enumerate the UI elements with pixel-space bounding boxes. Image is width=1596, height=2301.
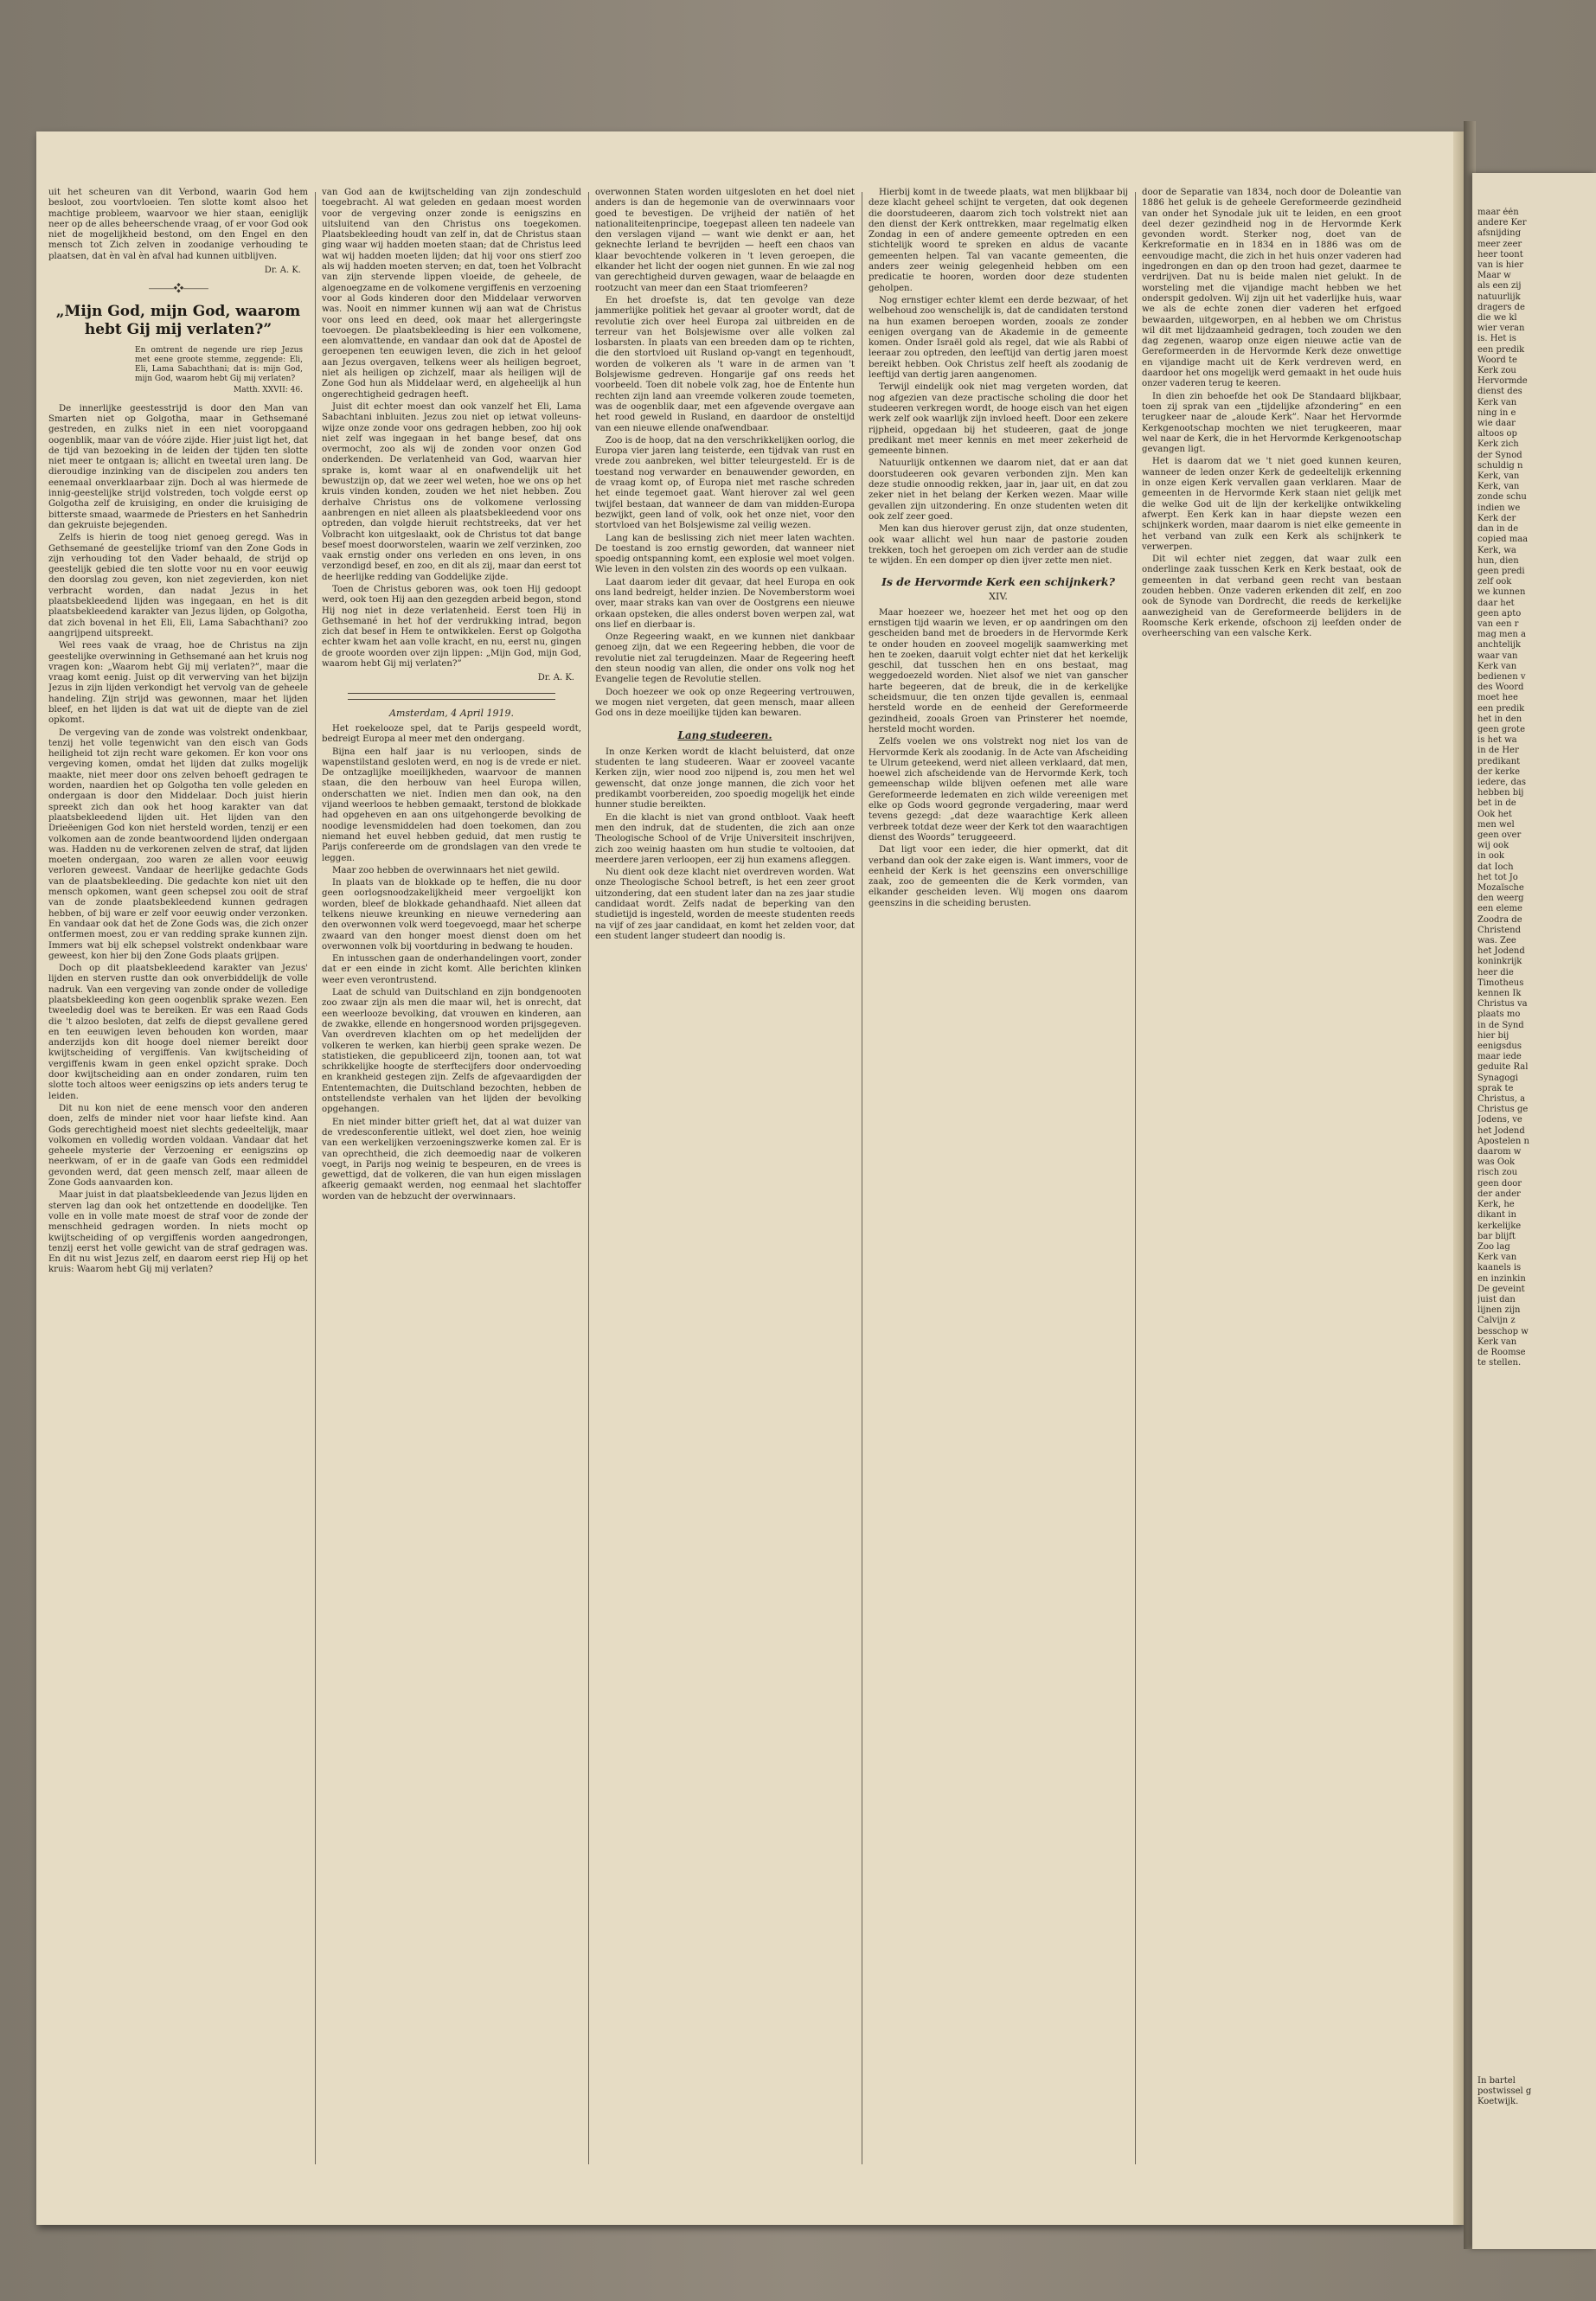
text-line: we kunnen bbox=[1477, 587, 1526, 598]
paragraph: Hierbij komt in de tweede plaats, wat men blijkbaar bij deze klacht geheel schijnt te vergeten, dat ook degenen die doorstudeeren, daarom zich toch volstrekt niet aan den dienst der Kerk onttrekken, maar regelmatig elken Zondag in een of andere gemeente optreden en een stichtelijk woord te spreken en aldus de vacante gemeenten helpen. Tal van vacante gemeenten, die anders zeer weinig gelegenheid hebben om een predicatie te hooren, worden door deze studenten geholpen. bbox=[869, 188, 1128, 293]
article-motto bbox=[135, 346, 303, 395]
paragraph: En intusschen gaan de onderhandelingen voort, zonder dat er een einde in zicht komt. Alle berichten klinken weer even verontrustend. bbox=[322, 954, 581, 985]
section-title-hervormde-kerk: Is de Hervormde Kerk een schijnkerk? bbox=[881, 575, 1115, 589]
paragraph: Wel rees vaak de vraag, hoe de Christus na zijn geestelijke overwinning in Gethsemané aan het kruis nog vragen kon: „Waarom hebt Gij mij verlaten?”, maar die vraag komt eenig. Juist op dit verwerving van het bijzijn Jezus in zijn lijden verkondigt het vervolg van de geheele handeling. Zijn strijd was gewonnen, maar het lijden bleef, en het lijden is dat wat uit de diepte van de ziel opkomt. bbox=[48, 641, 308, 726]
section-title-lang-studeeren: Lang studeeren. bbox=[677, 728, 772, 741]
ornament-divider: ⸻❖⸻ bbox=[148, 282, 208, 295]
text-line: geen grote bbox=[1477, 724, 1525, 734]
text-line: Kerk zich bbox=[1477, 439, 1519, 450]
paragraph: Dit wil echter niet zeggen, dat waar zulk een onderlinge zaak tusschen Kerk en Kerk bestaat, ook de gemeenten in dat verband geen recht van bestaan zouden hebben. Onze vaderen erkenden dit zelf, en zoo ook de Synode van Dordrecht, die reeds de kerkelijke aanwezigheid van de Gereformeerde belijders in de Roomsche Kerk erkende, ofschoon zij leefden onder de overheersching van een valsche Kerk. bbox=[1142, 554, 1401, 639]
paragraph: Natuurlijk ontkennen we daarom niet, dat er aan dat doorstudeeren ook gevaren verbonden zijn. Men kan deze studie onnoodig rekken, jaar in, jaar uit, en dat zou zeker niet in het belang der Kerken wezen. Maar wille gevallen zijn uitzondering. En onze studenten weten dit ook zelf zeer goed. bbox=[869, 458, 1128, 522]
text-line: sprak te bbox=[1477, 1083, 1514, 1093]
paragraph: Nu dient ook deze klacht niet overdreven worden. Wat onze Theologische School betreft, is het een zeer groot uitzondering, dat een student later dan na zes jaar studie candidaat wordt. Zelfs nadat de beperking van den studietijd is ingesteld, worden de meeste studenten reeds na vijf of zes jaar candidaat, en komt het zelden voor, dat een student langer studeert dan noodig is. bbox=[595, 868, 855, 941]
text-line: natuurlijk bbox=[1477, 292, 1521, 302]
text-line: maar één bbox=[1477, 208, 1519, 217]
divider-rule bbox=[348, 693, 555, 694]
paragraph: Onze Regeering waakt, en we kunnen niet dankbaar genoeg zijn, dat we een Regeering hebben, die voor de revolutie niet zal terugdeinzen. Maar de Regeering heeft den steun noodig van allen, die onder ons volk nog het Evangelie tegen de Revolutie stellen. bbox=[595, 632, 855, 685]
section-body bbox=[869, 608, 1128, 909]
adjacent-page-bottom bbox=[1477, 2076, 1592, 2108]
paragraph: Dat ligt voor een ieder, die hier opmerkt, dat dit verband dan ook der zake eigen is. Want immers, voor de eenheid der Kerk is het geenszins een onverschillige zaak, zoo de gemeenten die de Kerk vormden, van elkander gescheiden leven. Wij mogen ons daarom geenszins in die scheiding berusten. bbox=[869, 845, 1128, 908]
text-line: geen door bbox=[1477, 1178, 1522, 1189]
text-line: koninkrijk bbox=[1477, 957, 1522, 967]
paragraph: Bijna een half jaar is nu verloopen, sinds de wapenstilstand gesloten werd, en nog is de vrede er niet. De ontzaglijke moeilijkheden, waarvoor de mannen staan, die den herbouw van heel Europa willen, onderschatten we niet. Indien men dan ook, na den vijand weerloos te hebben gemaakt, terstond de blokkade had opgeheven en aan ons uitgehongerde bevolking de noodige levensmiddelen had doen toekomen, dan zou niemand het euvel hebben geduid, dat men rustig te Parijs confereerde om de grondslagen van den vrede te leggen. bbox=[322, 747, 581, 863]
text-line: Jodens, ve bbox=[1477, 1115, 1522, 1125]
paragraph: Men kan dus hierover gerust zijn, dat onze studenten, ook waar allicht wel hun naar de pastorie zouden trekken, toch het geroepen om zich verder aan de studie te wijden. En een domper op dien ijver zette men niet. bbox=[869, 524, 1128, 567]
text-line: geduite Ral bbox=[1477, 1062, 1529, 1073]
text-line: den weerg bbox=[1477, 894, 1524, 904]
paragraph: Maar hoezeer we, hoezeer het met het oog op den ernstigen tijd waarin we leven, er op aandringen om den gescheiden band met de broeders in de Hervormde Kerk te onder houden en zooveel mogelijk saamwerking met hen te zoeken, daaruit volgt echter niet dat het kerkelijk geschil, dat tusschen hen en ons bestaat, mag weggedoezeld worden. Niet alsof we niet van ganscher harte begeeren, dat de breuk, die in de kerkelijke scheidsmuur, die ten onzen tijde gevallen is, eenmaal hersteld worde en de eenheid der Gereformeerde gezindheid, zooals Groen van Prinsterer het noemde, hersteld mocht worden. bbox=[869, 607, 1128, 734]
text-line: Hervormde bbox=[1477, 376, 1528, 387]
text-line: het in den bbox=[1477, 714, 1522, 724]
divider-rule bbox=[348, 699, 555, 700]
text-line: des Woord bbox=[1477, 683, 1524, 693]
paragraph: Maar juist in dat plaatsbekleedende van Jezus lijden en sterven lag dan ook het ontzettende en doodelijke. Ten volle en in volle mate moest de straf voor de zonde der menschheid gedragen worden. In niets mocht op kwijtscheiding of op vergiffenis worden aangedrongen, tenzij eerst het volle gewicht van de straf gedragen was. En dit nu wist Jezus zelf, en daarom eerst riep Hij op het kruis: Waarom hebt Gij mij verlaten? bbox=[48, 1190, 308, 1275]
text-line: is. Het is bbox=[1477, 334, 1516, 344]
text-line: copied maa bbox=[1477, 535, 1529, 545]
paragraph: Het roekelooze spel, dat te Parijs gespeeld wordt, bedreigt Europa al meer met den ondergang. bbox=[322, 723, 581, 745]
text-line: Kerk, van bbox=[1477, 482, 1520, 492]
section-number: XIV. bbox=[989, 591, 1008, 603]
text-line: zelf ook bbox=[1477, 577, 1512, 587]
text-line: ning in e bbox=[1477, 407, 1516, 418]
text-line: was. Zee bbox=[1477, 936, 1516, 946]
text-line: bedienen v bbox=[1477, 671, 1526, 682]
text-line: en inzinkin bbox=[1477, 1273, 1526, 1284]
column-3 bbox=[595, 188, 855, 2212]
text-line: geen predi bbox=[1477, 566, 1525, 576]
text-line: geen apto bbox=[1477, 608, 1522, 619]
paragraph: Zoo is de hoop, dat na den verschrikkelijken oorlog, die Europa vier jaren lang teisterde, een tijdvak van rust en vrede zou aanbreken, wel bitter teleurgesteld. Er is de toestand nog verwarder en benauwender geworden, en de vraag komt op, of Europa niet met rasche schreden het einde tegemoet gaat. Want hierover zal wel geen twijfel bestaan, dat wanneer de dam van midden-Europa bezwijkt, geen land of volk, ook het onze niet, voor den stortvloed van het Bolsjewisme zal veilig wezen. bbox=[595, 435, 855, 531]
paragraph: De vergeving van de zonde was volstrekt ondenkbaar, tenzij het volle tegenwicht van den eisch van Gods heiligheid tot zijn recht ware gekomen. Er kon voor ons vergeving komen, omdat het lijden dat zulks mogelijk maakte, niet meer door ons zelven behoeft gedragen te worden, naardien het op Golgotha ten volle geleden en ondergaan is door den Middelaar. Doch juist hierin spreekt zich dan ook het hoog karakter van dat plaatsbekleedend lijden uit. Het lijden van den Drieëenigen God kon niet hersteld worden, tenzij er een volkomen aan de zonde beantwoordend lijden ondergaan was. Hadden nu de verkorenen zelven de straf, dat lijden moeten ondergaan, zoo waren ze allen voor eeuwig verloren geweest. Vandaar de heerlijke gedachte Gods van de plaatsbekleeding. Die gedachte kon niet uit den mensch opkomen, want geen schepsel zou ooit de straf van de zonde plaatsbekleedend kunnen gedragen hebben, of bij ware er zelf voor eeuwig onder verzonken. En vandaar ook dat het de Zone Gods was, die zich onzer ontfermen moest, zou er van redding sprake kunnen zijn. Immers wat bij elk schepsel volstrekt ondenkbaar ware geweest, kon hier bij den Zone Gods plaats grijpen. bbox=[48, 727, 308, 961]
text-line: wier veran bbox=[1477, 324, 1525, 334]
section-body bbox=[595, 747, 855, 942]
column-1 bbox=[48, 188, 308, 2212]
paragraph: Terwijl eindelijk ook niet mag vergeten worden, dat nog afgezien van deze practische scholing die door het studeeren verkregen wordt, de hooge eisch van het eigen werk zelf ook waarlijk zijn invloed heeft. Door een zekere rijpheid, opgedaan bij het studeeren, gaat de jonge predikant met meer kennis en met meer zekerheid de gemeente binnen. bbox=[869, 382, 1128, 457]
text-line: van een r bbox=[1477, 619, 1519, 629]
adjacent-page-fragment bbox=[1472, 173, 1596, 2249]
dateline: Amsterdam, 4 April 1919. bbox=[389, 707, 514, 719]
text-line: postwissel g bbox=[1477, 2086, 1532, 2097]
text-line: bar blijft bbox=[1477, 1231, 1516, 1241]
text-line: dat Ioch bbox=[1477, 862, 1514, 872]
text-line: der Synod bbox=[1477, 450, 1522, 460]
text-line: altoos op bbox=[1477, 429, 1517, 439]
text-line: een eleme bbox=[1477, 904, 1522, 914]
text-line: Kerk, van bbox=[1477, 471, 1520, 482]
text-line: Woord te bbox=[1477, 355, 1517, 365]
text-line: het Jodend bbox=[1477, 946, 1525, 957]
column-rule bbox=[1135, 192, 1136, 2164]
text-line: Maar w bbox=[1477, 271, 1511, 281]
text-line: Kerk van bbox=[1477, 397, 1517, 407]
paragraph: En niet minder bitter grieft het, dat al wat duizer van de vredesconferentie uitlekt, wel doet zien, hoe weinig van een werkelijken verzoeningszwerke komen zal. Er is van oprechtheid, die zich deemoedig naar de volkeren voegt, in Parijs nog weinig te bespeuren, en de vrees is gewettigd, dat de volkeren, die van hun eigen misslagen afkeerig gemaakt werden, nog eenmaal het slachtoffer worden van de hebzucht der overwinnaars. bbox=[322, 1117, 581, 1202]
text-line: iedere, das bbox=[1477, 777, 1526, 787]
text-line: Christus va bbox=[1477, 999, 1528, 1009]
text-line: De geveint bbox=[1477, 1284, 1525, 1294]
column-4 bbox=[869, 188, 1128, 2212]
text-line: eenigsdus bbox=[1477, 1042, 1522, 1052]
text-line: van is hier bbox=[1477, 260, 1524, 271]
text-line: Kerk van bbox=[1477, 1253, 1517, 1263]
page-edge bbox=[1453, 131, 1464, 2225]
text-line: maar iede bbox=[1477, 1052, 1522, 1062]
text-line: wie daar bbox=[1477, 419, 1516, 429]
paragraph: En het droefste is, dat ten gevolge van deze jammerlijke politiek het gevaar al grooter wordt, dat de revolutie zich over heel Europa zal uitbreiden en de terreur van het Bolsjewisme over alle volken zal losbarsten. In plaats van een breeden dam op te richten, die den stortvloed uit Rusland op-vangt en tegenhoudt, worden de volkeren als 't ware in de armen van 't Bolsjewisme gedreven. Hongarije gaf ons reeds het voorbeeld. Toen dit nobele volk zag, hoe de Entente hun rechten zijn land aan vreemde volkeren zoude toemeten, was de oogenblik daar, met een afgevende overgave aan het rood geweld in Rusland, en daardoor de onsteltijd van een nieuwe ellende onafwendbaar. bbox=[595, 295, 855, 433]
text-line: een predik bbox=[1477, 703, 1525, 714]
text-line: men wel bbox=[1477, 819, 1515, 830]
motto-text: En omtrent de negende ure riep Jezus met eene groote stemme, zeggende: Eli, Eli, Lama Sabachthani; dat is: mijn God, mijn God, waarom hebt Gij mij verlaten? bbox=[135, 345, 303, 383]
newspaper-page bbox=[36, 131, 1464, 2225]
text-line: Christus ge bbox=[1477, 1105, 1529, 1115]
text-line: Koetwijk. bbox=[1477, 2097, 1519, 2107]
text-line: wij ook bbox=[1477, 841, 1509, 851]
paragraph: Maar zoo hebben de overwinnaars het niet gewild. bbox=[332, 865, 560, 875]
text-line: dragers de bbox=[1477, 302, 1525, 312]
paragraph: van God aan de kwijtschelding van zijn zondeschuld toegebracht. Al wat geleden en gedaan moest worden voor de vergeving onzer zonde is eenigszins en uitsluitend van den Christus ons toegekomen. Plaatsbekleeding houdt van zelf in, dat de Christus staan ging waar wij hadden moeten staan; dat de Christus leed wat wij hadden moeten lijden; dat hij voor ons stierf zoo als wij hadden moeten sterven; en dat, toen het Volbracht van zijn stervende lippen vloeide, de geheele, de algenoegzame en de volkomene vergiffenis en verzoening voor al Gods kinderen door den Middelaar verworven was. Nooit en nimmer kunnen wij aan wat de Christus voor ons leed en deed, ook maar het allergeringste toevoegen. De plaatsbekleeding is hier een volkomene, een alomvattende, en vandaar dan ook dat de Apostel de geroepenen ten eeuwigen leven, die zich in het geloof aan Jezus overgaven, telkens weer als heiligen begroet, niet als heiligen op zichzelf, maar als heiligen wijl de Zone God hun als Middelaar werd, en algeheelijk al hun ongerechtigheid gedragen heeft. bbox=[322, 188, 581, 400]
motto-reference: Matth. XXVII: 46. bbox=[234, 385, 303, 394]
text-line: hebben bij bbox=[1477, 788, 1524, 798]
text-line: Kerk, he bbox=[1477, 1200, 1515, 1210]
text-line: lijnen zijn bbox=[1477, 1305, 1521, 1316]
text-line: zonde schu bbox=[1477, 492, 1527, 503]
text-line: Kerk van bbox=[1477, 661, 1517, 671]
text-line: in de Synd bbox=[1477, 1020, 1524, 1030]
adjacent-page-text bbox=[1477, 208, 1592, 1368]
text-line: in ook bbox=[1477, 851, 1504, 862]
text-line: plaats mo bbox=[1477, 1009, 1521, 1020]
column-rule bbox=[315, 192, 316, 2164]
text-line: dikant in bbox=[1477, 1210, 1516, 1221]
article-body bbox=[48, 404, 308, 1276]
text-line: Apostelen n bbox=[1477, 1136, 1529, 1146]
text-line: der ander bbox=[1477, 1189, 1521, 1199]
text-line: Ook het bbox=[1477, 809, 1512, 819]
paragraph: In dien zin behoefde het ook De Standaard blijkbaar, toen zij sprak van een „tijdelijke afzondering” en een terugkeer naar de „aloude Kerk”. Naar het Hervormde Kerkgenootschap mochten we niet terugkeeren, maar wel naar de Kerk, die in het Hervormde Kerkgenootschap gevangen ligt. bbox=[1142, 391, 1401, 455]
paragraph: Toen de Christus geboren was, ook toen Hij gedoopt werd, ook toen Hij aan den gezegden arbeid begon, stond Hij nog niet in deze verlatenheid. Eerst toen Hij in Gethsemané in het hof der verdrukking intrad, begon zich dat besef in Hem te ontwikkelen. Eerst op Golgotha echter kwam het aan volle kracht, en nu, eerst nu, gingen de groote woorden over zijn lippen: „Mijn God, mijn God, waarom hebt Gij mij verlaten?” bbox=[322, 584, 581, 670]
text-line: Synagogi bbox=[1477, 1073, 1518, 1083]
text-line: Timotheus bbox=[1477, 977, 1524, 988]
column-5 bbox=[1142, 188, 1401, 2212]
paragraph: In plaats van de blokkade op te heffen, die nu door geen oorlogsnoodzakelijkheid meer vergoelijkt kon worden, bleef de blokkade gehandhaafd. Niet alleen dat telkens nieuwe kreunking en nieuwe vernedering aan den overwonnen volk werd toegevoegd, maar het scherpe zwaard van den honger moest dienst doen om het overwonnen volk bij voortduring in bedwang te houden. bbox=[322, 878, 581, 952]
column-2 bbox=[322, 188, 581, 2212]
paragraph: Dit nu kon niet de eene mensch voor den anderen doen, zelfs de minder niet voor haar liefste kind. Aan Gods gerechtigheid moest niet slechts gedeeltelijk, maar volkomen en volledig worden voldaan. Vandaar dat het geheele mysterie der Verzoening er eenigszins op neerkwam, of er in de gaafe van Gods een redmiddel gevonden werd, dat geen mensch zelf, maar alleen de Zone Gods aanvaarden kon. bbox=[48, 1103, 308, 1189]
text-line: dienst des bbox=[1477, 387, 1522, 397]
text-line: Christus, a bbox=[1477, 1094, 1526, 1105]
text-line: bet in de bbox=[1477, 798, 1516, 809]
text-line: Kerk der bbox=[1477, 513, 1516, 523]
paragraph: Laat de schuld van Duitschland en zijn bondgenooten zoo zwaar zijn als men die maar wil, het is onrecht, dat een weerlooze bevolking, dat vrouwen en kinderen, aan de zwakke, ellende en hongersnood worden prijsgegeven. Van overdreven klachten om op het medelijden der volkeren te werken, kan hierbij geen sprake wezen. De statistieken, die gepubliceerd zijn, toonen aan, tot wat schrikkelijke hoogte de sterftecijfers door ondervoeding en krankheid gestegen zijn. Zelfs de afgevaardigden der Ententemachten, die Duitschland bezochten, hebben de ontstellendste verhalen van het lijden der bevolking opgehangen. bbox=[322, 988, 581, 1115]
article-title: „Mijn God, mijn God, waarom hebt Gij mij verlaten?” bbox=[55, 302, 301, 338]
article-continuation bbox=[322, 188, 581, 670]
paragraph: door de Separatie van 1834, noch door de Doleantie van 1886 het geluk is de geheele Gereformeerde gezindheid van onder het Synodale juk uit te leiden, en een groot deel dezer gezindheid nog in de Hervormde Kerk gevonden wordt. Sterker nog, doet van de Kerkreformatie en in 1834 en in 1886 was om de eenvoudige macht, die zich in het huis onzer vaderen had ingedrongen en dan op den troon had gezet, daarmee te verdrijven. Dat nu is beide malen niet gelukt. In de worsteling met die vijandige macht hebben we het onderspit gedolven. Wij zijn uit het vaderlijke huis, waar we als de echte zonen dier vaderen het erfgoed bewaarden, uitgeworpen, en al hebben we om Christus wil dit met lijdzaamheid gedragen, toch zouden we den dag zegenen, waarop onze eigen nieuwe actie van de Gereformeerden in de Hervormde Kerk deze onwettige en vijandige macht uit de Kerk verdreven werd, en daardoor het ons mogelijk werd gemaakt in het oude huis onzer vaderen terug te keeren. bbox=[1142, 188, 1401, 389]
section-continuation bbox=[1142, 188, 1401, 639]
paragraph: Zelfs voelen we ons volstrekt nog niet los van de Hervormde Kerk als zoodanig. In de Acte van Afscheiding te Ulrum geteekend, werd niet alleen verklaard, dat men, hoewel zich afscheidende van de Hervormde Kerk, toch gemeenschap wilde blijven oefenen met alle ware Gereformeerde ledematen en zich wilde vereenigen met elke op Gods woord gegronde vergadering, maar werd tevens gezegd: „dat deze waarachtige Kerk alleen verbreek totdat deze weer der Kerk tot den waarachtigen dienst des Woords” teruggeeerd. bbox=[869, 737, 1128, 843]
text-line: een predik bbox=[1477, 344, 1525, 355]
text-line: juist dan bbox=[1477, 1294, 1516, 1304]
text-line: heer toont bbox=[1477, 249, 1523, 260]
text-line: hun, dien bbox=[1477, 555, 1519, 566]
text-line: waar van bbox=[1477, 651, 1518, 661]
text-line: besschop w bbox=[1477, 1326, 1529, 1336]
text-line: Zoodra de bbox=[1477, 914, 1522, 925]
paragraph: Doch op dit plaatsbekleedend karakter van Jezus' lijden en sterven rustte dan ook onverbiddelijk de volle nadruk. Van een vergeving van zonde onder de volledige plaatsbekleeding kon geen oogenblik sprake wezen. Een tweeledig doel was te bereiken. Er was een Raad Gods die 't alzoo besloten, dat zelfs de diepst gevallene gered en ten eeuwigen leven behouden kon worden, maar anderzijds kon dit hooge doel niemer bereikt door kwijtscheiding of vergiffenis. Van kwijtscheiding of vergiffenis kwam in geen enkel opzicht sprake. Doch door kwijtscheiding aan en onder zondaren, ruim ten slotte toch altoos weer eenigszins op iets anders terug te leiden. bbox=[48, 964, 308, 1101]
column-1-opening bbox=[48, 188, 308, 262]
text-line: andere Ker bbox=[1477, 218, 1527, 228]
paragraph: Juist dit echter moest dan ook vanzelf het Eli, Lama Sabachtani inbluiten. Jezus zou niet op ietwat volleuns-wijze onze zonde voor ons gedragen hebben, zoo hij ook niet zelf was ingegaan in het bange besef, dat ons overmocht, zoo als wij de zonden voor onzen God onderkenden. De verlatenheid van God, waarvan hier sprake is, komt waar al en onafwendelijk uit het bewustzijn op, dat we zeer wel weten, hoe we ons op het kruis vinden konden, zouden we het niet hebben. Zou derhalve Christus ons de volkomene verlossing aanbrengen en niet alleen als plaatsbekleedend voor ons optreden, dan volgde hieruit rechtstreeks, dat ver het Volbracht kon uitgeslaakt, ook de Christus tot dat bange besef moest doorworstelen, waarin we zelf verzinken, zoo vaak ernstig onder ons verleden en ons leven, in ons verzondigd besef, en zoo, en dit als zij, maar dan eerst tot de heerlijke redding van Goddelijke zijde. bbox=[322, 401, 581, 582]
column-rule bbox=[588, 192, 589, 2164]
text-line: Kerk zou bbox=[1477, 366, 1516, 376]
text-line: heer die bbox=[1477, 967, 1514, 977]
text-line: risch zou bbox=[1477, 1168, 1518, 1178]
text-line: daarom w bbox=[1477, 1147, 1522, 1157]
text-line: meer zeer bbox=[1477, 239, 1522, 249]
news-article bbox=[322, 724, 581, 1202]
text-line: het tot Jo bbox=[1477, 872, 1518, 882]
paragraph: Lang kan de beslissing zich niet meer laten wachten. De toestand is zoo ernstig geworden, dat wanneer niet spoedig ontspanning komt, een explosie wel moet volgen. Wie leven in den volsten zin des woords op een vulkaan. bbox=[595, 533, 855, 575]
paragraph: In onze Kerken wordt de klacht beluisterd, dat onze studenten te lang studeeren. Waar er zooveel vacante Kerken zijn, wier nood zoo nijpend is, zou men het wel gewenscht, dat onze jonge mannen, die zich voor het predikambt voorbereiden, zoo spoedig mogelijk het einde hunner studie bereikten. bbox=[595, 747, 855, 811]
paragraph: Doch hoezeer we ook op onze Regeering vertrouwen, we mogen niet vergeten, dat geen mensch, maar alleen God ons in deze moeilijke tijden kan bewaren. bbox=[595, 687, 855, 719]
text-line: hier bij bbox=[1477, 1030, 1509, 1041]
text-line: Kerk, wa bbox=[1477, 545, 1516, 555]
text-line: moet hee bbox=[1477, 693, 1518, 703]
text-line: het Jodend bbox=[1477, 1125, 1525, 1136]
text-line: is het wa bbox=[1477, 735, 1517, 746]
text-line: de Roomse bbox=[1477, 1347, 1526, 1357]
text-line: Calvijn z bbox=[1477, 1316, 1516, 1326]
text-line: was Ook bbox=[1477, 1157, 1516, 1168]
paragraph: uit het scheuren van dit Verbond, waarin God hem besloot, zou voortvloeien. Ten slotte komt alsoo het machtige probleem, waarvoor we hier staan, eeniglijk neer op de alles beheerschende vraag, of er voor God ook niet de mogelijkheid bestond, om den Engel en den mensch tot Zich zelven in zoodanige verhouding te plaatsen, dat èn val èn afval had kunnen uitblijven. bbox=[48, 188, 308, 261]
paragraph: Het is daarom dat we 't niet goed kunnen keuren, wanneer de leden onzer Kerk de gedeeltelijk erkenning in onze eigen Kerk vervallen gaan verklaren. Maar de gemeenten in de Hervormde Kerk staan niet gelijk met die welke God uit de lijn der kerkelijke ontwikkeling afwerpt. Een Kerk kan in haar diepste wezen een schijnkerk worden, maar daarom is niet elke gemeente in het verband van zulk een Kerk als schijnkerk te verwerpen. bbox=[1142, 457, 1401, 552]
paragraph: Zelfs is hierin de toog niet genoeg geregd. Was in Gethsemané de geestelijke triomf van den Zone Gods in zijn verhouding tot den Vader behaald, de strijd op geestelijk gebied die ten slotte voor nu en voor eeuwig den doorslag zou geven, kon niet zegevierden, kon niet verbracht worden, dan nadat Jezus in het plaatsbekleedend lijden was ingegaan, en het is dit plaatsbekleedend karakter van Jezus lijden, op Golgotha, dat zich bovenal in het Eli, Eli, Lama Sabachthani? zoo aangrijpend uitspreekt. bbox=[48, 533, 308, 638]
paragraph: En die klacht is niet van grond ontbloot. Vaak heeft men den indruk, dat de studenten, die zich aan onze Theologische School of de Vrije Universiteit inschrijven, zich zoo weinig haasten om hun studie te voltooien, dat meerdere jaren verloopen, eer zij hun examens afleggen. bbox=[595, 812, 855, 865]
text-line: mag men a bbox=[1477, 630, 1527, 640]
text-line: predikant bbox=[1477, 756, 1521, 766]
text-line: kaanels is bbox=[1477, 1263, 1522, 1273]
text-line: te stellen. bbox=[1477, 1358, 1522, 1368]
text-line: kennen Ik bbox=[1477, 989, 1522, 999]
text-line: anchtelijk bbox=[1477, 640, 1521, 651]
text-line: geen over bbox=[1477, 830, 1522, 840]
section-continuation bbox=[869, 188, 1128, 567]
text-line: als een zij bbox=[1477, 281, 1522, 292]
text-line: dan in de bbox=[1477, 524, 1519, 535]
text-line: in de Her bbox=[1477, 746, 1519, 756]
text-line: Zoo lag bbox=[1477, 1241, 1510, 1252]
text-line: afsnijding bbox=[1477, 228, 1521, 239]
text-line: daar het bbox=[1477, 598, 1515, 608]
news-continuation bbox=[595, 188, 855, 720]
paragraph: overwonnen Staten worden uitgesloten en het doel niet anders is dan de hegemonie van de overwinnaars voor goed te bevestigen. De vrijheid der natiën of het nationaliteitenprincipe, toegepast alleen ten nadeele van den verslagen vijand — want wie denkt er aan, het geknechte Ierland te bevrijden — heeft een chaos van klaar bevochtende volkeren in 't leven geroepen, die elkander het licht der oogen niet gunnen. En wie zal nog van gerechtigheid durven gewagen, waar de belaagde en rootzucht van meer dan een Staat triomfeeren? bbox=[595, 188, 855, 293]
paragraph: De innerlijke geestesstrijd is door den Man van Smarten niet op Golgotha, maar in Gethsemané gestreden, en zulks niet in een niet vooropgaand oogenblik, maar van de vóóre zijde. Hier juist ligt het, dat de tijd van bezoeking in de leiden der tijden ten slotte niet meer te ontgaan is; allicht en tweetal uren lang. De dieroudige inzinking van de discipelen zou anders ten eenemaal onverklaarbaar zijn. Doch al was hiermede de innig-geestelijke strijd volstreden, toch volgde eerst op Golgotha zelf de kruisiging, en onder die kruisiging de bitterste smaad, waarmede de Priesters en het Sanhedrin dan gekruiste bejegenden. bbox=[48, 403, 308, 530]
paragraph: Laat daarom ieder dit gevaar, dat heel Europa en ook ons land bedreigt, helder inzien. De Novemberstorm woei over, maar straks kan van over de Oostgrens een nieuwe orkaan opsteken, die alles onderst boven werpen zal, wat ons lief en dierbaar is. bbox=[595, 577, 855, 630]
text-line: schuldig n bbox=[1477, 460, 1523, 471]
text-line: indien we bbox=[1477, 503, 1521, 513]
text-line: Mozaïsche bbox=[1477, 883, 1524, 893]
text-line: kerkelijke bbox=[1477, 1221, 1522, 1231]
text-line: die we kl bbox=[1477, 313, 1517, 324]
text-line: In bartel bbox=[1477, 2076, 1516, 2086]
text-line: der kerke bbox=[1477, 766, 1521, 777]
paragraph: Nog ernstiger echter klemt een derde bezwaar, of het welbehoud zoo wenschelijk is, dat de candidaten terstond na hun examen beroepen worden, zooals ze zonder eenigen overgang van de Akademie in de gemeente komen. Onder Israël gold als regel, dat wie als Rabbi of leeraar zou optreden, den leeftijd van dertig jaren moest bereikt hebben. Ook Christus zelf heeft als zoodanig de leeftijd van dertig jaren aangenomen. bbox=[869, 295, 1128, 381]
text-line: Kerk van bbox=[1477, 1336, 1517, 1347]
signature-2: Dr. A. K. bbox=[537, 673, 574, 683]
text-line: Christend bbox=[1477, 925, 1521, 935]
signature-1: Dr. A. K. bbox=[264, 266, 301, 276]
